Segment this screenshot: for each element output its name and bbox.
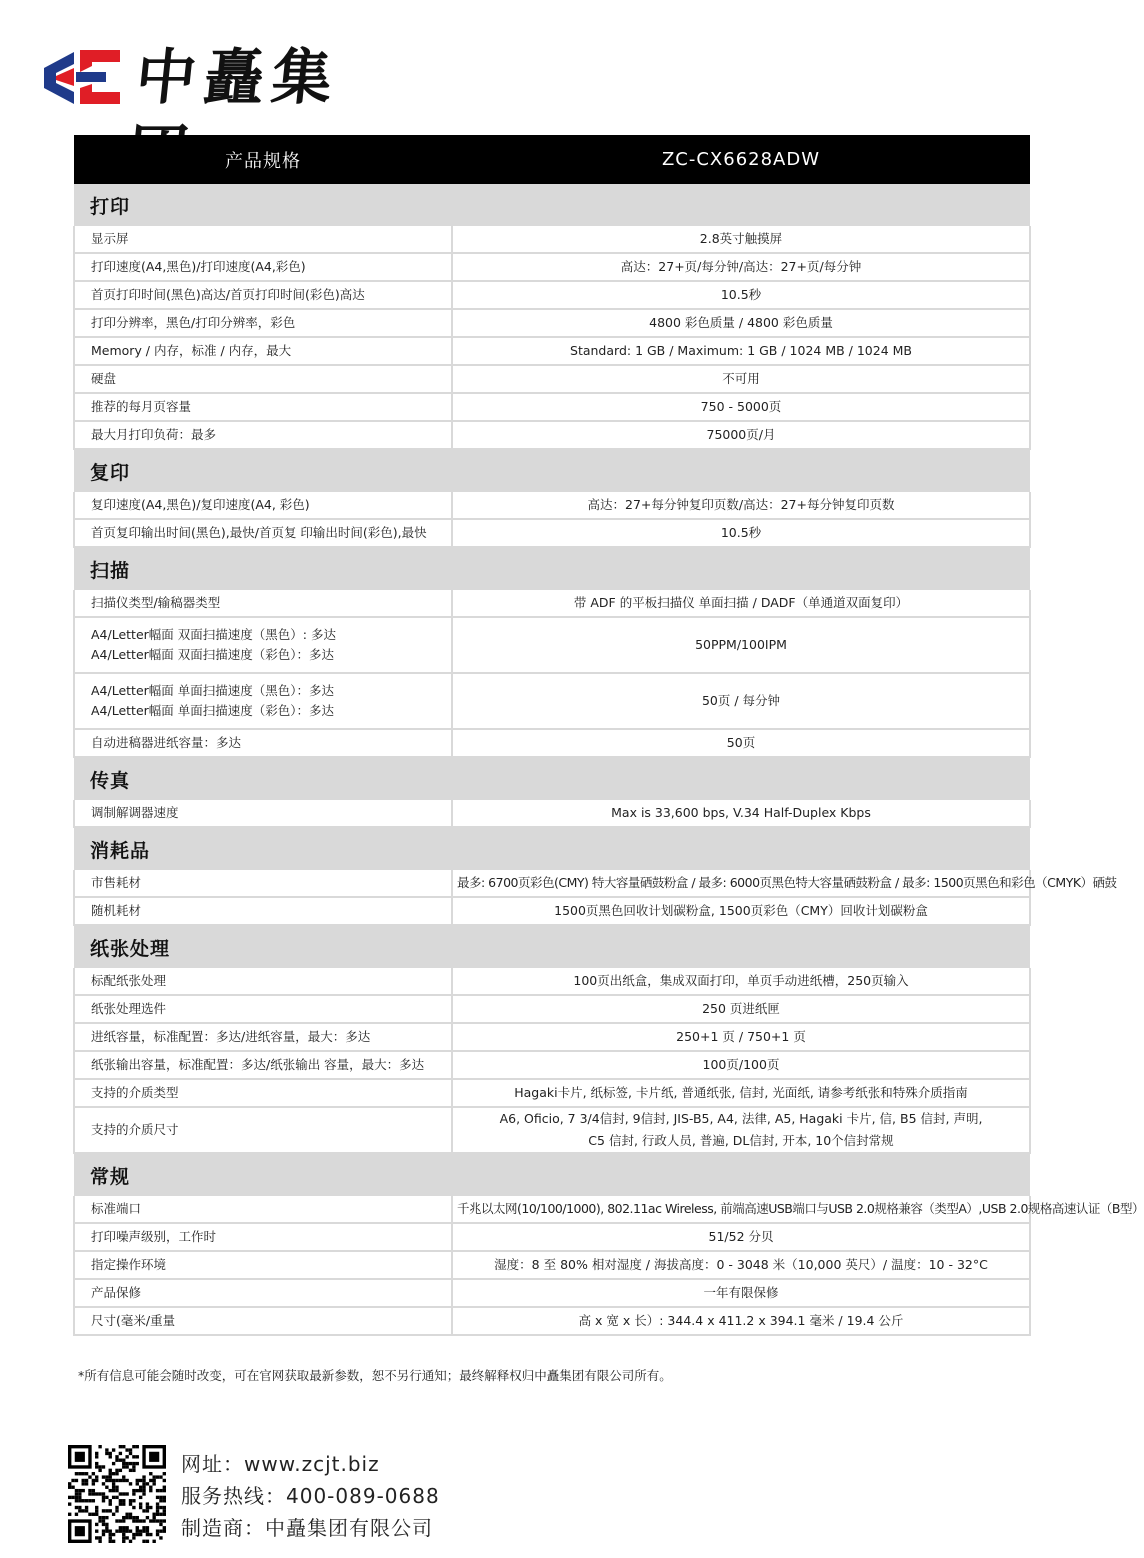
table-row	[74, 337, 1030, 365]
table-row	[74, 1196, 1030, 1223]
spec-value	[452, 1196, 1144, 1223]
spec-label	[74, 519, 452, 547]
spec-value	[452, 253, 1030, 281]
spec-label	[74, 617, 452, 673]
spec-label-line: A4/Letter幅面 双面扫描速度（黑色）: 多达	[91, 627, 336, 642]
spec-value-line: 750 - 5000页	[700, 399, 782, 414]
table-row	[74, 309, 1030, 337]
spec-label	[74, 1079, 452, 1107]
table-row	[74, 1279, 1030, 1307]
spec-value-line: 一年有限保修	[703, 1285, 779, 1300]
spec-value-line: 250+1 页 / 750+1 页	[676, 1029, 806, 1044]
spec-value-line: Max is 33,600 bps, V.34 Half-Duplex Kbps	[611, 805, 871, 820]
spec-label	[74, 673, 452, 729]
website: 网址：www.zcjt.biz	[181, 1452, 380, 1476]
table-row	[74, 1051, 1030, 1079]
table-row	[74, 253, 1030, 281]
spec-label-line: 首页复印输出时间(黑色),最快/首页复 印输出时间(彩色),最快	[91, 525, 427, 540]
spec-value	[452, 492, 1030, 519]
section-row	[74, 449, 1030, 492]
spec-value-line: 4800 彩色质量 / 4800 彩色质量	[649, 315, 833, 330]
spec-value	[452, 590, 1030, 617]
spec-label	[74, 729, 452, 757]
spec-value	[452, 1279, 1030, 1307]
spec-label-line: 最大月打印负荷：最多	[91, 427, 217, 442]
spec-label	[74, 1196, 452, 1223]
section-title: 消耗品	[74, 827, 1030, 870]
spec-label	[74, 590, 452, 617]
spec-value	[452, 1307, 1030, 1335]
spec-value	[452, 897, 1030, 925]
table-row	[74, 590, 1030, 617]
spec-label	[74, 1279, 452, 1307]
spec-label-line: 扫描仪类型/输稿器类型	[91, 595, 221, 610]
section-row	[74, 827, 1030, 870]
spec-label	[74, 1223, 452, 1251]
spec-label	[74, 1107, 452, 1153]
spec-label	[74, 309, 452, 337]
spec-value	[452, 309, 1030, 337]
spec-value	[452, 519, 1030, 547]
spec-value	[452, 800, 1030, 827]
table-row	[74, 800, 1030, 827]
section-title: 扫描	[74, 547, 1030, 590]
table-row	[74, 492, 1030, 519]
spec-value-line: 10.5秒	[720, 287, 762, 302]
spec-value-line: 高达：27+页/每分钟/高达：27+页/每分钟	[620, 259, 862, 274]
table-row	[74, 968, 1030, 995]
spec-label-line: 产品保修	[91, 1285, 142, 1300]
table-row	[74, 617, 1030, 673]
spec-label	[74, 492, 452, 519]
spec-label-line: 纸张处理选件	[91, 1001, 167, 1016]
brand-name: 中矗集团	[132, 43, 344, 113]
spec-label	[74, 897, 452, 925]
spec-value-line: 高达：27+每分钟复印页数/高达：27+每分钟复印页数	[587, 497, 895, 512]
spec-value-line: A6, Oficio, 7 3/4信封, 9信封, JIS-B5, A4, 法律, A5, Hagaki 卡片, 信, B5 信封, 声明,	[499, 1111, 983, 1126]
spec-label-line: 支持的介质类型	[91, 1085, 179, 1100]
table-row	[74, 519, 1030, 547]
spec-label-line: 打印分辨率，黑色/打印分辨率，彩色	[91, 315, 296, 330]
spec-label-line: 复印速度(A4,黑色)/复印速度(A4, 彩色)	[91, 497, 310, 512]
section-row	[74, 184, 1030, 226]
section-title: 纸张处理	[74, 925, 1030, 968]
spec-label-line: 标准端口	[91, 1201, 142, 1216]
spec-table	[73, 135, 1144, 1336]
footnote: *所有信息可能会随时改变，可在官网获取最新参数，恕不另行通知；最终解释权归中矗集团有限公司所有。	[78, 1368, 672, 1383]
spec-label	[74, 393, 452, 421]
spec-value-line: 50页 / 每分钟	[701, 693, 781, 708]
spec-value-line: 100页/100页	[702, 1057, 780, 1072]
spec-value	[452, 1251, 1030, 1279]
spec-value-line: 千兆以太网(10/100/1000), 802.11ac Wireless, 前端高速USB端口与USB 2.0规格兼容（类型A）,USB 2.0规格高速认证（B型）	[457, 1201, 1144, 1216]
spec-label-line: 显示屏	[91, 231, 129, 246]
spec-label-line: 标配纸张处理	[91, 973, 167, 988]
table-row	[74, 673, 1030, 729]
spec-label	[74, 968, 452, 995]
spec-label-line: 硬盘	[91, 371, 117, 386]
spec-label-line: 推荐的每月页容量	[91, 399, 192, 414]
spec-label-line: 打印噪声级别，工作时	[91, 1229, 217, 1244]
table-row	[74, 1251, 1030, 1279]
table-row	[74, 1307, 1030, 1335]
table-row	[74, 226, 1030, 253]
spec-value-line: Hagaki卡片, 纸标签, 卡片纸, 普通纸张, 信封, 光面纸, 请参考纸张和特殊介质指南	[514, 1085, 968, 1100]
spec-label	[74, 995, 452, 1023]
spec-label-line: A4/Letter幅面 单面扫描速度（黑色）：多达	[91, 683, 335, 698]
spec-value	[452, 1079, 1030, 1107]
spec-label-line: A4/Letter幅面 单面扫描速度（彩色）：多达	[91, 703, 335, 718]
section-row	[74, 1153, 1030, 1196]
spec-value	[452, 729, 1030, 757]
spec-label	[74, 226, 452, 253]
spec-label	[74, 800, 452, 827]
company-logo	[40, 38, 400, 118]
spec-value	[452, 617, 1030, 673]
spec-value	[452, 1107, 1030, 1153]
spec-value-line: 75000页/月	[706, 427, 776, 442]
spec-label	[74, 1251, 452, 1279]
spec-label-line: 纸张输出容量，标准配置：多达/纸张输出 容量，最大：多达	[91, 1057, 425, 1072]
spec-value	[452, 1051, 1030, 1079]
spec-value	[452, 421, 1030, 449]
spec-value	[452, 393, 1030, 421]
spec-value-line: 高 x 宽 x 长）: 344.4 x 411.2 x 394.1 毫米 / 19.4 公斤	[578, 1313, 904, 1328]
table-row	[74, 870, 1030, 897]
table-header	[74, 135, 1030, 184]
spec-label-line: 调制解调器速度	[91, 805, 179, 820]
table-row	[74, 365, 1030, 393]
spec-value-line: 250 页进纸匣	[702, 1001, 780, 1016]
section-title: 常规	[74, 1153, 1030, 1196]
spec-value	[452, 968, 1030, 995]
spec-value-line: 51/52 分贝	[708, 1229, 774, 1244]
spec-value	[452, 1023, 1030, 1051]
spec-label	[74, 870, 452, 897]
section-title: 复印	[74, 449, 1030, 492]
spec-label	[74, 1023, 452, 1051]
table-row	[74, 1223, 1030, 1251]
spec-label-line: A4/Letter幅面 双面扫描速度（彩色）：多达	[91, 647, 335, 662]
spec-value	[452, 226, 1030, 253]
spec-value	[452, 870, 1117, 897]
spec-label-line: 首页打印时间(黑色)高达/首页打印时间(彩色)高达	[91, 287, 365, 302]
spec-value-line: 2.8英寸触摸屏	[699, 231, 783, 246]
spec-label	[74, 1307, 452, 1335]
spec-label-line: 尺寸(毫米/重量	[91, 1313, 176, 1328]
spec-label-line: 指定操作环境	[91, 1257, 167, 1272]
spec-label-line: Memory / 内存，标准 / 内存，最大	[91, 343, 292, 358]
header-right: ZC-CX6628ADW	[452, 135, 1030, 184]
spec-value	[452, 337, 1030, 365]
spec-label	[74, 253, 452, 281]
spec-value-line: C5 信封, 行政人员, 普遍, DL信封, 开本, 10个信封常规	[588, 1133, 894, 1148]
hotline: 服务热线：400-089-0688	[181, 1484, 440, 1508]
section-title: 打印	[74, 184, 1030, 226]
section-title: 传真	[74, 757, 1030, 800]
table-row	[74, 729, 1030, 757]
spec-value	[452, 995, 1030, 1023]
section-row	[74, 547, 1030, 590]
table-row	[74, 1107, 1030, 1153]
spec-label	[74, 281, 452, 309]
table-row	[74, 281, 1030, 309]
spec-value	[452, 281, 1030, 309]
spec-label-line: 自动进稿器进纸容量：多达	[91, 735, 242, 750]
spec-label	[74, 421, 452, 449]
spec-label-line: 进纸容量，标准配置：多达/进纸容量，最大：多达	[91, 1029, 371, 1044]
manufacturer: 制造商：中矗集团有限公司	[181, 1516, 433, 1540]
spec-label-line: 打印速度(A4,黑色)/打印速度(A4,彩色)	[91, 259, 306, 274]
table-row	[74, 393, 1030, 421]
spec-value-line: 50PPM/100IPM	[695, 637, 787, 652]
spec-label	[74, 1051, 452, 1079]
table-row	[74, 897, 1030, 925]
spec-label	[74, 337, 452, 365]
section-row	[74, 757, 1030, 800]
table-row	[74, 995, 1030, 1023]
logo-mark-icon	[40, 46, 124, 110]
spec-label-line: 支持的介质尺寸	[91, 1122, 179, 1137]
spec-label-line: 随机耗材	[91, 903, 142, 918]
contact-block	[181, 1448, 440, 1544]
spec-value-line: 10.5秒	[720, 525, 762, 540]
spec-value-line: 不可用	[722, 371, 760, 386]
spec-value-line: 最多: 6700页彩色(CMY) 特大容量硒鼓粉盒 / 最多: 6000页黑色特大容量硒鼓粉盒 / 最多: 1500页黑色和彩色（CMYK）硒鼓	[457, 875, 1117, 890]
table-row	[74, 1079, 1030, 1107]
spec-value-line: Standard: 1 GB / Maximum: 1 GB / 1024 MB / 1024 MB	[570, 343, 912, 358]
spec-value-line: 湿度：8 至 80% 相对湿度 / 海拔高度：0 - 3048 米（10,000 英尺）/ 温度：10 - 32°C	[494, 1257, 988, 1272]
spec-value-line: 1500页黑色回收计划碳粉盒, 1500页彩色（CMY）回收计划碳粉盒	[554, 903, 928, 918]
spec-label-line: 市售耗材	[91, 875, 142, 890]
section-row	[74, 925, 1030, 968]
spec-value	[452, 365, 1030, 393]
spec-value	[452, 673, 1030, 729]
spec-value-line: 50页	[726, 735, 756, 750]
spec-value-line: 带 ADF 的平板扫描仪 单面扫描 / DADF（单通道双面复印）	[573, 595, 909, 610]
qr-code-icon	[68, 1445, 166, 1543]
table-row	[74, 421, 1030, 449]
spec-label	[74, 365, 452, 393]
spec-value-line: 100页出纸盒，集成双面打印，单页手动进纸槽，250页输入	[573, 973, 909, 988]
header-left: 产品规格	[74, 135, 452, 184]
table-row	[74, 1023, 1030, 1051]
spec-value	[452, 1223, 1030, 1251]
